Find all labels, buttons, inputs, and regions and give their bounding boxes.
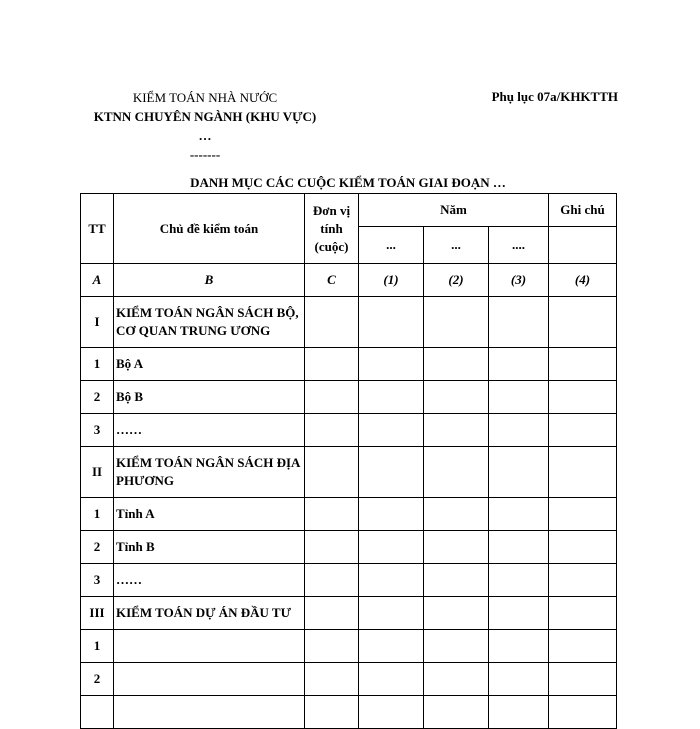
header-year-2: ... [424,227,489,264]
row-topic: Bộ B [114,381,305,414]
table-row [81,696,617,729]
section-title: KIỂM TOÁN NGÂN SÁCH BỘ, CƠ QUAN TRUNG ƯƠNG [114,297,305,348]
code-cell: (3) [489,264,549,297]
row-topic: …… [114,564,305,597]
header-row-1 [81,194,617,227]
row-number: 1 [81,498,114,531]
issuer-line-3: … [198,128,212,143]
header-topic: Chủ đề kiểm toán [114,194,305,264]
issuer-line-2: KTNN CHUYÊN NGÀNH (KHU VỰC) [93,109,317,124]
table-row [81,630,617,663]
code-cell: C [305,264,359,297]
row-topic [114,630,305,663]
table-row [81,348,617,381]
section-title: KIỂM TOÁN NGÂN SÁCH ĐỊA PHƯƠNG [114,447,305,498]
document-title: DANH MỤC CÁC CUỘC KIỂM TOÁN GIAI ĐOẠN … [190,175,506,190]
row-number: 2 [81,381,114,414]
section-row [81,447,617,498]
section-row [81,597,617,630]
table-row [81,531,617,564]
section-title: KIỂM TOÁN DỰ ÁN ĐẦU TƯ [114,597,305,630]
header-year: Năm [359,194,549,227]
section-row [81,297,617,348]
code-cell: (1) [359,264,424,297]
row-number: 2 [81,663,114,696]
row-topic: Bộ A [114,348,305,381]
code-cell: A [81,264,114,297]
row-number: 1 [81,630,114,663]
row-topic [114,663,305,696]
table-row [81,663,617,696]
row-topic: Tỉnh B [114,531,305,564]
table-row [81,564,617,597]
table-row [81,498,617,531]
appendix-label: Phụ lục 07a/KHKTTH [491,89,618,104]
row-number: III [81,597,114,630]
code-cell: B [114,264,305,297]
code-cell: (4) [549,264,617,297]
row-number [81,696,114,729]
issuer-line-1: KIỂM TOÁN NHÀ NƯỚC [132,90,278,105]
row-number: 2 [81,531,114,564]
header-tt: TT [81,194,114,264]
row-topic [114,696,305,729]
header-note-blank [549,227,617,264]
row-number: 3 [81,564,114,597]
row-number: I [81,297,114,348]
row-number: II [81,447,114,498]
row-topic: …… [114,414,305,447]
issuer-header [80,88,330,164]
header-note: Ghi chú [549,194,617,227]
issuer-separator: ------- [189,147,221,162]
row-number: 3 [81,414,114,447]
code-cell: (2) [424,264,489,297]
header-year-1: ... [359,227,424,264]
header-year-3: .... [489,227,549,264]
row-number: 1 [81,348,114,381]
table-row [81,414,617,447]
header-unit: Đơn vị tính (cuộc) [305,194,359,264]
row-topic: Tỉnh A [114,498,305,531]
audit-list-table [80,193,617,729]
table-row [81,381,617,414]
code-row [81,264,617,297]
